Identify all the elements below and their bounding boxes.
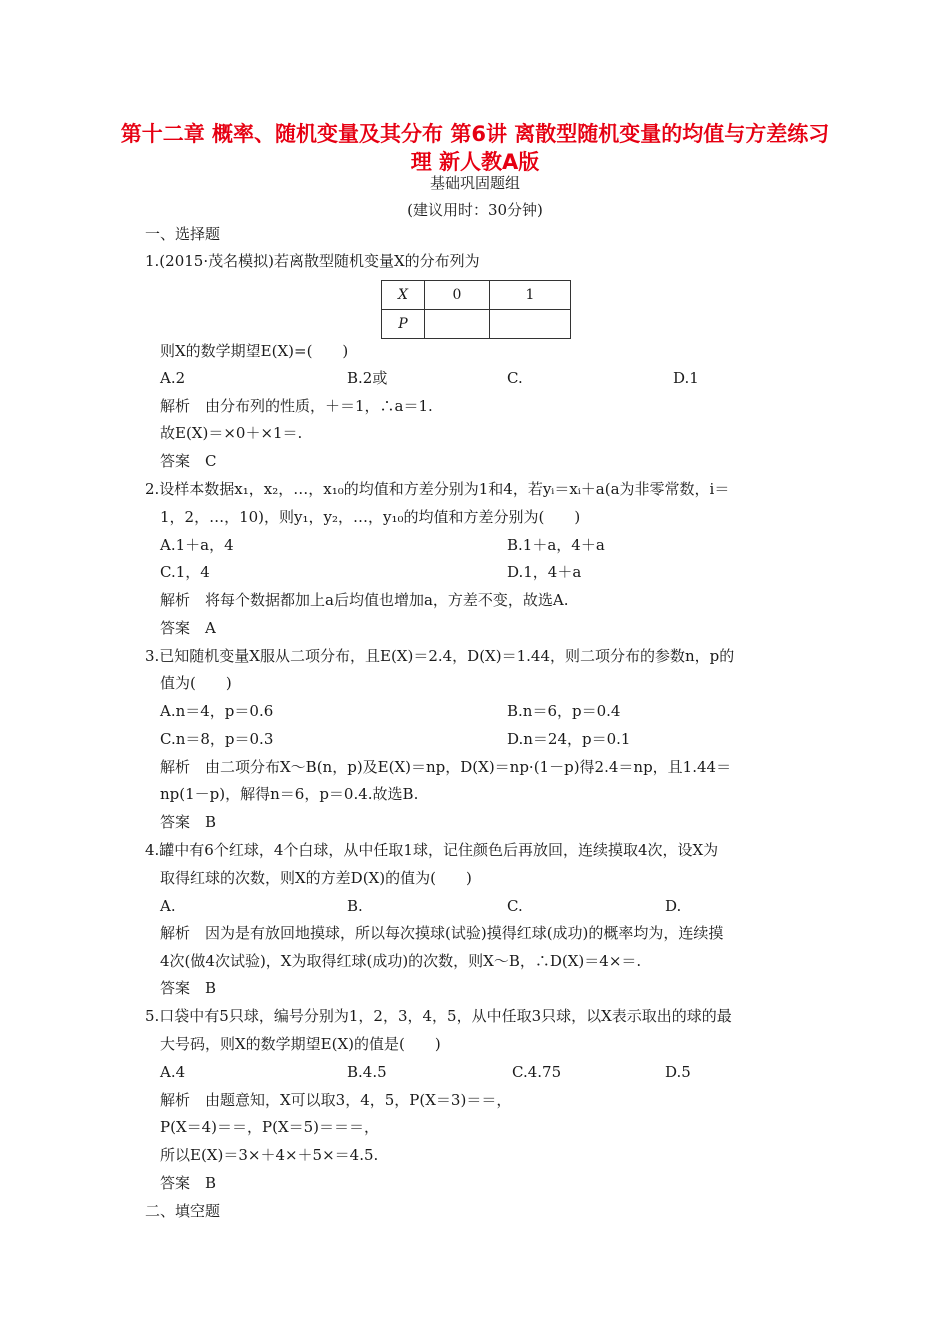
- time-hint: (建议用时：30分钟): [407, 201, 543, 219]
- q4-stem-cont: 取得红球的次数，则X的方差D(X)的值为( ): [160, 869, 472, 887]
- q2-option-b: B.1＋a，4＋a: [507, 536, 605, 554]
- section-choice-heading: 一、选择题: [145, 225, 221, 243]
- table-row: [382, 310, 571, 339]
- q5-stem: 5.口袋中有5只球，编号分别为1，2，3，4，5，从中任取3只球，以X表示取出的球的最: [145, 1007, 732, 1025]
- table-cell: [490, 310, 571, 339]
- subtitle: 基础巩固题组: [429, 174, 520, 192]
- document-title: 第十二章 概率、随机变量及其分布 第6讲 离散型随机变量的均值与方差练习 理 新人教A版: [120, 122, 830, 174]
- q3-answer: 答案 B: [160, 813, 217, 831]
- q5-stem-cont: 大号码，则X的数学期望E(X)的值是( ): [160, 1035, 441, 1053]
- q4-analysis-cont: 4次(做4次试验)，X为取得红球(成功)的次数，则X～B，∴D(X)＝4×＝.: [160, 952, 642, 970]
- q2-option-a: A.1＋a，4: [160, 536, 234, 554]
- q5-option-b: B.4.5: [347, 1063, 387, 1081]
- q3-option-a: A.n＝4，p＝0.6: [160, 702, 274, 720]
- q4-stem: 4.罐中有6个红球，4个白球，从中任取1球，记住颜色后再放回，连续摸取4次，设X为: [145, 841, 719, 859]
- q1-analysis: 解析 由分布列的性质，＋＝1，∴a＝1.: [160, 397, 433, 415]
- q4-option-c: C.: [507, 897, 523, 915]
- q5-analysis: 解析 由题意知，X可以取3，4，5，P(X＝3)＝＝，: [160, 1091, 512, 1109]
- q3-option-d: D.n＝24，p＝0.1: [507, 730, 631, 748]
- q3-option-b: B.n＝6，p＝0.4: [507, 702, 621, 720]
- q5-option-a: A.4: [160, 1063, 186, 1081]
- q1-ask: 则X的数学期望E(X)=( ): [160, 342, 349, 360]
- table-row: [382, 281, 571, 310]
- q2-answer: 答案 A: [160, 619, 216, 637]
- q2-stem: 2.设样本数据x₁，x₂，…，x₁₀的均值和方差分别为1和4，若yᵢ＝xᵢ＋a(a为非零常数，i＝: [145, 480, 730, 498]
- q1-option-c: C.: [507, 369, 523, 387]
- q3-option-c: C.n＝8，p＝0.3: [160, 730, 274, 748]
- q4-analysis: 解析 因为是有放回地摸球，所以每次摸球(试验)摸得红球(成功)的概率均为，连续摸: [160, 924, 724, 942]
- q5-option-d: D.5: [665, 1063, 691, 1081]
- q3-stem-cont: 值为( ): [160, 674, 232, 692]
- table-cell: X: [382, 281, 425, 310]
- q1-option-a: A.2: [160, 369, 186, 387]
- q1-option-d: D.1: [673, 369, 699, 387]
- q1-option-b: B.2或: [347, 369, 388, 387]
- q2-option-c: C.1，4: [160, 563, 210, 581]
- table-cell: P: [382, 310, 425, 339]
- table-cell: [425, 310, 490, 339]
- q5-analysis-cont: P(X＝4)＝＝，P(X＝5)＝＝＝，: [160, 1118, 380, 1136]
- q2-stem-cont: 1，2，…，10)，则y₁，y₂，…，y₁₀的均值和方差分别为( ): [160, 508, 581, 526]
- q3-analysis: 解析 由二项分布X～B(n，p)及E(X)＝np，D(X)＝np·(1－p)得2.4＝np，且1.44＝: [160, 758, 732, 776]
- distribution-table: [381, 280, 571, 339]
- section-fill-heading: 二、填空题: [145, 1202, 221, 1220]
- q3-analysis-cont: np(1－p)，解得n＝6，p＝0.4.故选B.: [160, 785, 419, 803]
- q1-stem: 1.(2015·茂名模拟)若离散型随机变量X的分布列为: [145, 252, 480, 270]
- q5-option-c: C.4.75: [512, 1063, 562, 1081]
- q2-option-d: D.1，4＋a: [507, 563, 582, 581]
- q1-answer: 答案 C: [160, 452, 217, 470]
- table-cell: 1: [490, 281, 571, 310]
- q1-analysis-cont: 故E(X)＝×0＋×1＝.: [160, 424, 303, 442]
- q4-option-b: B.: [347, 897, 363, 915]
- q3-stem: 3.已知随机变量X服从二项分布，且E(X)＝2.4，D(X)＝1.44，则二项分布的参数n，p的: [145, 647, 735, 665]
- q2-analysis: 解析 将每个数据都加上a后均值也增加a，方差不变，故选A.: [160, 591, 569, 609]
- q5-answer: 答案 B: [160, 1174, 217, 1192]
- q5-analysis-cont2: 所以E(X)＝3×＋4×＋5×＝4.5.: [160, 1146, 379, 1164]
- q4-option-d: D.: [665, 897, 682, 915]
- q4-option-a: A.: [160, 897, 176, 915]
- table-cell: 0: [425, 281, 490, 310]
- q4-answer: 答案 B: [160, 979, 217, 997]
